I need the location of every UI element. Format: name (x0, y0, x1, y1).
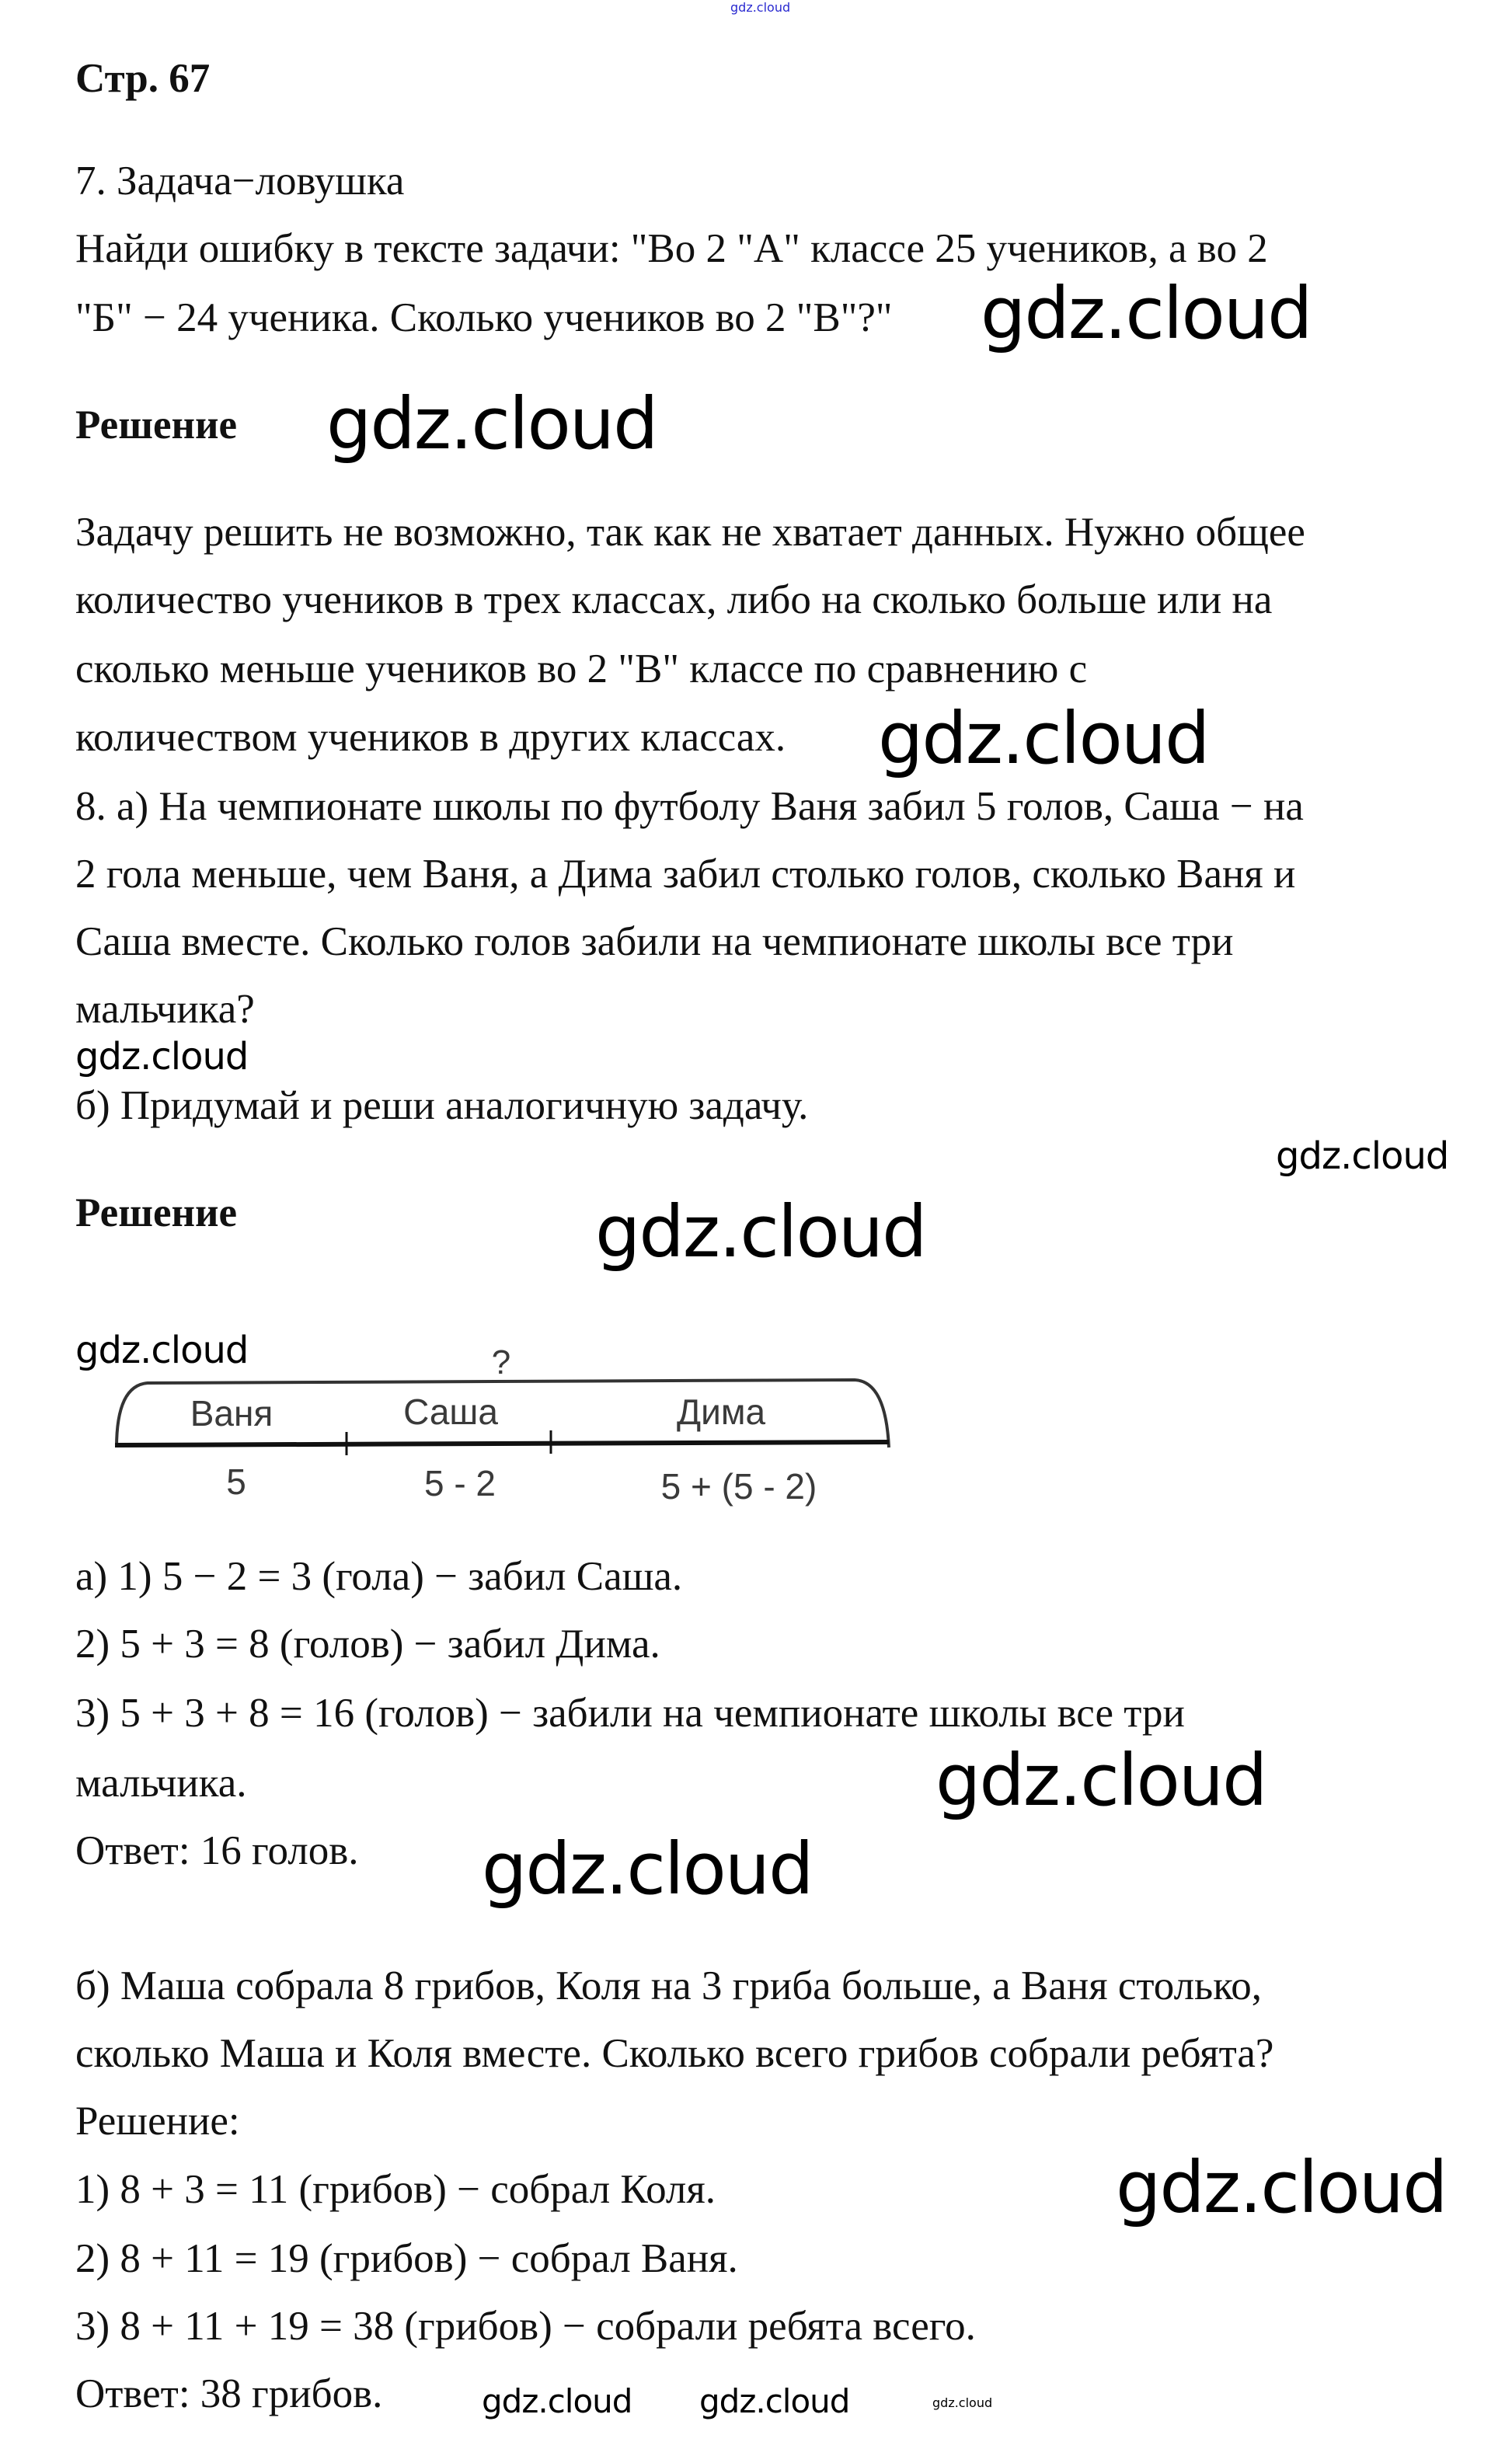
solution-a-line: а) 1) 5 − 2 = 3 (гола) − забил Саша. (75, 1554, 683, 1599)
task7-line: "Б" − 24 ученика. Сколько учеников во 2 "В"?" (75, 295, 893, 340)
diagram-value: 5 - 2 (423, 1463, 496, 1503)
solution-a-line: мальчика. (75, 1761, 247, 1806)
solution-b-line: 1) 8 + 3 = 11 (грибов) − собрал Коля. (75, 2167, 716, 2212)
watermark: gdz.cloud (326, 382, 657, 465)
task8-line: 2 гола меньше, чем Ваня, а Дима забил столько голов, сколько Ваня и (75, 852, 1296, 897)
task8-line: Саша вместе. Сколько голов забили на чемпионате школы все три (75, 919, 1234, 964)
watermark: gdz.cloud (75, 1035, 249, 1078)
watermark: gdz.cloud (699, 2382, 850, 2420)
page-number: Стр. 67 (75, 56, 211, 101)
diagram-question: ? (491, 1343, 511, 1381)
solution-heading: Решение (75, 402, 238, 448)
watermark: gdz.cloud (595, 1190, 926, 1273)
diagram-value: 5 + (5 - 2) (660, 1466, 817, 1507)
answer-a: Ответ: 16 голов. (75, 1828, 359, 1873)
diagram-name: Ваня (190, 1393, 273, 1434)
watermark: gdz.cloud (75, 1329, 249, 1372)
task8-line: мальчика? (75, 987, 255, 1032)
diagram-value: 5 (226, 1461, 246, 1502)
solution-b-line: Решение: (75, 2099, 240, 2144)
watermark: gdz.cloud (482, 1827, 813, 1911)
watermark: gdz.cloud (981, 272, 1312, 355)
solution-a-line: 3) 5 + 3 + 8 = 16 (голов) − забили на чемпионате школы все три (75, 1691, 1185, 1736)
solution-b-line: б) Маша собрала 8 грибов, Коля на 3 гриба больше, а Ваня столько, (75, 1963, 1263, 2008)
task7-line: Найди ошибку в тексте задачи: "Во 2 "А" классе 25 учеников, а во 2 (75, 226, 1268, 271)
task7-title: 7. Задача−ловушка (75, 159, 405, 204)
solution-heading: Решение (75, 1190, 238, 1235)
task7-solution-line: Задачу решить не возможно, так как не хватает данных. Нужно общее (75, 510, 1305, 555)
task7-solution-line: количество учеников в трех классах, либо на сколько больше или на (75, 577, 1273, 622)
watermark: gdz.cloud (878, 697, 1209, 780)
watermark: gdz.cloud (935, 1739, 1266, 1822)
watermark: gdz.cloud (482, 2382, 632, 2420)
task8-line: 8. а) На чемпионате школы по футболу Ваня забил 5 голов, Саша − на (75, 784, 1304, 829)
solution-a-line: 2) 5 + 3 = 8 (голов) − забил Дима. (75, 1622, 660, 1667)
watermark: gdz.cloud (1276, 1134, 1449, 1178)
task7-solution-line: количеством учеников в других классах. (75, 715, 786, 760)
watermark: gdz.cloud (1116, 2146, 1447, 2229)
solution-b-line: 3) 8 + 11 + 19 = 38 (грибов) − собрали ребята всего. (75, 2304, 976, 2349)
top-watermark-link[interactable]: gdz.cloud (730, 0, 791, 15)
diagram-name: Саша (403, 1392, 498, 1432)
answer-b: Ответ: 38 грибов. (75, 2371, 383, 2416)
diagram-name: Дима (676, 1392, 766, 1432)
task8-part-b: б) Придумай и реши аналогичную задачу. (75, 1083, 809, 1128)
watermark: gdz.cloud (932, 2395, 993, 2410)
solution-b-line: сколько Маша и Коля вместе. Сколько всего грибов собрали ребята? (75, 2031, 1274, 2076)
task7-solution-line: сколько меньше учеников во 2 "В" классе по сравнению с (75, 646, 1088, 692)
solution-b-line: 2) 8 + 11 = 19 (грибов) − собрал Ваня. (75, 2236, 738, 2281)
diagram-segment (115, 1442, 889, 1445)
